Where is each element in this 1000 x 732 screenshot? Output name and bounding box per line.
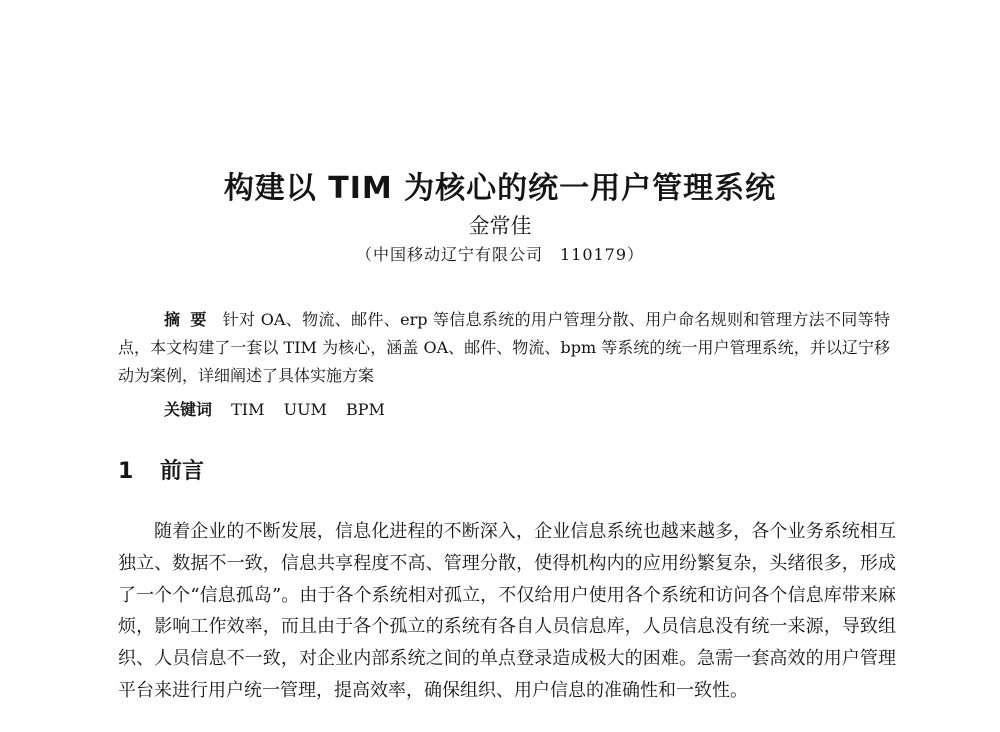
keyword-item: BPM bbox=[346, 400, 385, 419]
keywords-line bbox=[164, 398, 399, 422]
section-title: 前言 bbox=[160, 459, 205, 484]
author-name: 金常佳 bbox=[468, 214, 532, 238]
abstract-label: 摘要 bbox=[164, 310, 217, 329]
keywords-label: 关键词 bbox=[164, 400, 213, 419]
body-paragraph: 随着企业的不断发展，信息化进程的不断深入，企业信息系统也越来越多，各个业务系统相互独立、数据不一致，信息共享程度不高、管理分散，使得机构内的应用纷繁复杂，头绪很多，形成了一个个“信息孤岛”。由于各个系统相对孤立，不仅给用户使用各个系统和访问各个信息库带来麻烦，影响工作效率，而且由于各个孤立的系统有各自人员信息库，人员信息没有统一来源，导致组织、人员信息不一致，对企业内部系统之间的单点登录造成极大的困难。急需一套高效的用户管理平台来进行用户统一管理，提高效率，确保组织、用户信息的准确性和一致性。 bbox=[118, 521, 896, 701]
paper-title: 构建以 TIM 为核心的统一用户管理系统 bbox=[223, 171, 777, 206]
keyword-item: TIM bbox=[231, 400, 265, 419]
keyword-item: UUM bbox=[283, 400, 327, 419]
section-number: 1 bbox=[118, 459, 134, 484]
author-affiliation: （中国移动辽宁有限公司 110179） bbox=[355, 245, 645, 264]
section-heading bbox=[118, 454, 204, 485]
abstract-paragraph bbox=[118, 306, 890, 390]
abstract-text: 针对 OA、物流、邮件、erp 等信息系统的用户管理分散、用户命名规则和管理方法不同等特点，本文构建了一套以 TIM 为核心，涵盖 OA、邮件、物流、bpm 等系统的统一用户管理系统，并以辽宁移动为案例，详细阐述了具体实施方案 bbox=[118, 310, 890, 385]
